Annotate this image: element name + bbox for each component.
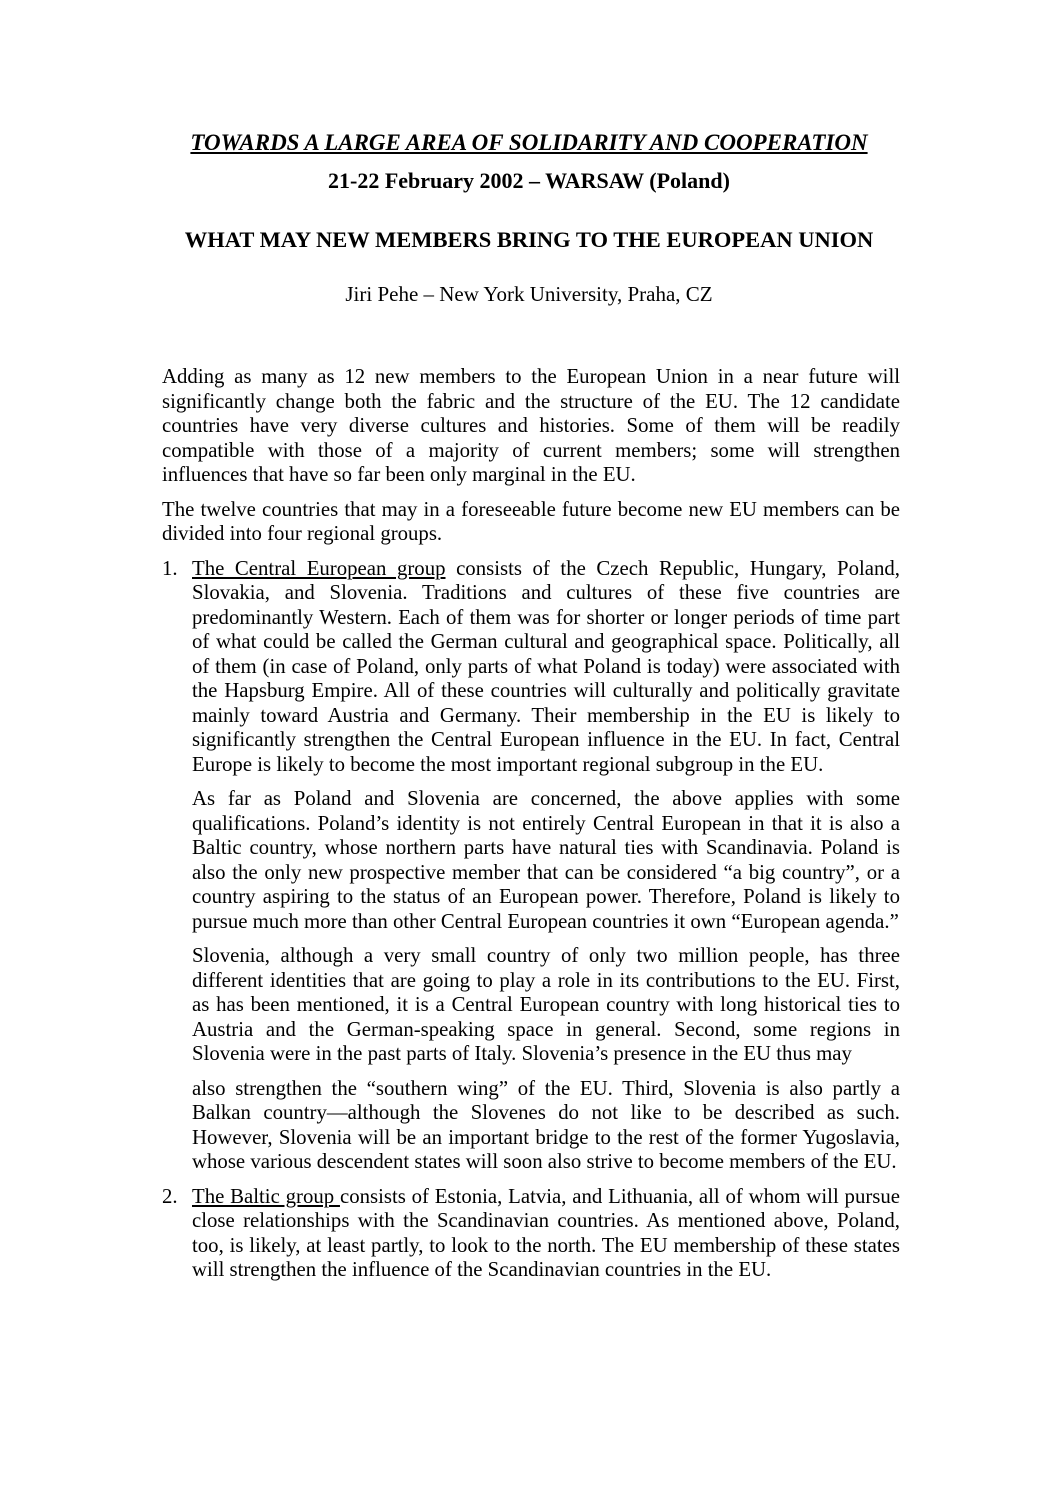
intro-paragraph-1: Adding as many as 12 new members to the European Union in a near future will significantly change both the fabric and the structure of the EU. The 12 candidate countries have very diverse cultures and histories. Some of them will be readily compatible with those of a majority of current members; some will strengthen influences that have so far been only marginal in the EU. — [162, 365, 900, 486]
item-paragraph-slovenia-continued: also strengthen the “southern wing” of the EU. Third, Slovenia is also partly a Balkan country—although the Slovenes do not like to be described as such. However, Slovenia will be an important bridge to the rest of the former Yugoslavia, whose various descendent states will soon also strive to become members of the EU. — [192, 1076, 900, 1173]
item-paragraph-slovenia-identities: Slovenia, although a very small country of only two million people, has three different identities that are going to play a role in its contributions to the EU. First, as has been mentioned, it is a Central European country with long historical ties to Austria and the German-speaking space in general. Second, some regions in Slovenia were in the past parts of Italy. Slovenia’s presence in the EU thus may — [192, 944, 900, 1065]
underlined-group-name: The Central European group — [192, 556, 446, 580]
conference-title: TOWARDS A LARGE AREA OF SOLIDARITY AND COOPERATION — [190, 130, 868, 155]
underlined-group-name: The Baltic group — [192, 1184, 340, 1208]
document-body — [162, 365, 900, 1283]
lead-paragraph-text: consists of the Czech Republic, Hungary, Poland, Slovakia, and Slovenia. Traditions and cultures of these five countries are predominantly Western. Each of them was for shorter or longer periods of time part of what could be called the German cultural and geographical space. Politically, all of them (in case of Poland, only parts of what Poland is today) were associated with the Hapsburg Empire. All of these countries will culturally and politically gravitate mainly toward Austria and Germany. Their membership in the EU is likely to significantly strengthen the Central European influence in the EU. In fact, Central Europe is likely to become the most important regional subgroup in the EU. — [192, 556, 900, 776]
list-item-content — [192, 1185, 900, 1283]
list-item-lead-paragraph — [192, 557, 900, 778]
author-line: Jiri Pehe – New York University, Praha, CZ — [345, 282, 713, 306]
list-item-baltic-group — [162, 1185, 900, 1283]
list-item-number: 2. — [162, 1184, 178, 1208]
list-item-central-european-group — [162, 557, 900, 1175]
document-header — [0, 0, 1058, 307]
conference-date-location: 21-22 February 2002 – WARSAW (Poland) — [328, 168, 730, 193]
list-item-number: 1. — [162, 556, 178, 580]
list-item-lead-paragraph — [192, 1185, 900, 1283]
paper-title: WHAT MAY NEW MEMBERS BRING TO THE EUROPEAN UNION — [184, 227, 874, 252]
list-item-content — [192, 557, 900, 1175]
intro-paragraph-2: The twelve countries that may in a foreseeable future become new EU members can be divided into four regional groups. — [162, 497, 900, 545]
item-paragraph-poland-slovenia: As far as Poland and Slovenia are concerned, the above applies with some qualifications. Poland’s identity is not entirely Central European in that it is also a Baltic country, whose northern parts have natural ties with Scandinavia. Poland is also the only new prospective member that can be considered “a big country”, or a country aspiring to the status of an European power. Therefore, Poland is likely to pursue much more than other Central European countries it own “European agenda.” — [192, 787, 900, 933]
lead-paragraph-text: consists of Estonia, Latvia, and Lithuania, all of whom will pursue close relationships with the Scandinavian countries. As mentioned above, Poland, too, is likely, at least partly, to look to the north. The EU membership of these states will strengthen the influence of the Scandinavian countries in the EU. — [192, 1184, 900, 1281]
